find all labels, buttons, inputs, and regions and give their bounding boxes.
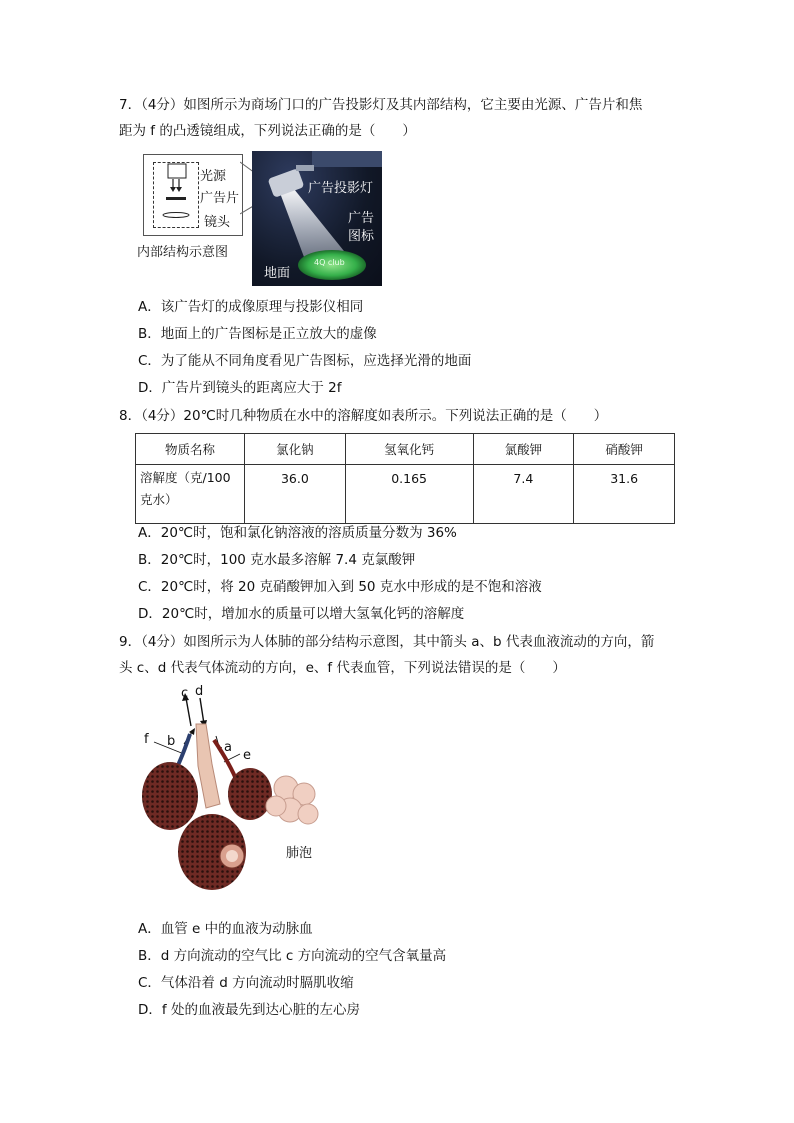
alveolus-cluster [142,762,198,830]
label-ground: 地面 [264,266,291,281]
label-projector: 广告投影灯 [308,181,374,196]
arrow-c [186,698,191,726]
q7-option-a: A．该广告灯的成像原理与投影仪相同 [138,299,364,315]
q8-stem: 8．（4分）20℃时几种物质在水中的溶解度如表所示。下列说法正确的是（ ） [119,408,608,424]
label-d: d [195,684,204,699]
light-arrow-head [170,187,176,192]
q9-stem-line1: 9．（4分）如图所示为人体肺的部分结构示意图，其中箭头 a、b 代表血液流动的方向，箭 [119,634,655,650]
table-header-cell: 氯化钠 [245,434,346,465]
table-row [136,465,675,524]
table-cell: 7.4 [473,465,574,524]
table-header-row [136,434,675,465]
film-bar [166,197,186,200]
q8-option-a: A．20℃时，饱和氯化钠溶液的溶质质量分数为 36% [138,525,457,541]
table-header-cell: 硝酸钾 [574,434,675,465]
projector-photo [252,151,382,286]
lung-svg [140,684,340,904]
label-lens: 镜头 [204,215,231,230]
projector-body [268,168,305,198]
label-alveoli: 肺泡 [286,846,313,861]
q7-stem-line1: 7．（4分）如图所示为商场门口的广告投影灯及其内部结构，它主要由光源、广告片和焦 [119,97,643,113]
lens-shape [163,213,189,218]
table-cell: 36.0 [245,465,346,524]
q7-stem-line2: 距为 f 的凸透镜组成，下列说法正确的是（ ） [119,123,416,139]
light-source-box [168,164,186,178]
alveolus [298,804,318,824]
table-cell: 0.165 [345,465,473,524]
alveolus [266,796,286,816]
label-light-source: 光源 [200,169,227,184]
ceiling-bar [312,151,382,167]
label-ad-icon-2: 图标 [348,229,375,244]
q7-option-c: C．为了能从不同角度看见广告图标，应选择光滑的地面 [138,353,472,369]
alveolus-cluster [228,768,272,820]
diagram-caption: 内部结构示意图 [137,245,229,260]
solubility-table [135,433,675,524]
label-a: a [224,740,232,755]
arrow-b-head [189,728,195,735]
q7-structure-diagram [143,154,243,236]
q9-option-d: D．f 处的血液最先到达心脏的左心房 [138,1002,360,1018]
light-arrow-head [176,187,182,192]
q7-option-d: D．广告片到镜头的距离应大于 2f [138,380,342,396]
alveolus-section [226,850,238,862]
label-film: 广告片 [200,191,240,206]
q9-option-b: B．d 方向流动的空气比 c 方向流动的空气含氧量高 [138,948,447,964]
q9-stem-line2: 头 c、d 代表气体流动的方向，e、f 代表血管，下列说法错误的是（ ） [119,660,566,676]
projector-mount [296,165,314,171]
q7-option-b: B．地面上的广告图标是正立放大的虚像 [138,326,377,342]
q8-option-b: B．20℃时，100 克水最多溶解 7.4 克氯酸钾 [138,552,416,568]
table-header-cell: 物质名称 [136,434,245,465]
arrow-d [200,698,204,724]
q8-option-d: D．20℃时，增加水的质量可以增大氢氧化钙的溶解度 [138,606,465,622]
label-ad-icon-1: 广告 [348,211,375,226]
table-header-cell: 氢氧化钙 [345,434,473,465]
label-e: e [243,748,251,763]
lung-figure [140,684,340,904]
label-b: b [167,734,176,749]
ad-logo-text: 4Q club [314,258,345,267]
table-cell: 31.6 [574,465,675,524]
table-row-label: 溶解度（克/100克水） [136,465,245,524]
label-f: f [144,732,149,747]
label-c: c [181,686,189,701]
q9-option-c: C．气体沿着 d 方向流动时膈肌收缩 [138,975,354,991]
q8-option-c: C．20℃时，将 20 克硝酸钾加入到 50 克水中形成的是不饱和溶液 [138,579,542,595]
table-header-cell: 氯酸钾 [473,434,574,465]
q9-option-a: A．血管 e 中的血液为动脉血 [138,921,313,937]
